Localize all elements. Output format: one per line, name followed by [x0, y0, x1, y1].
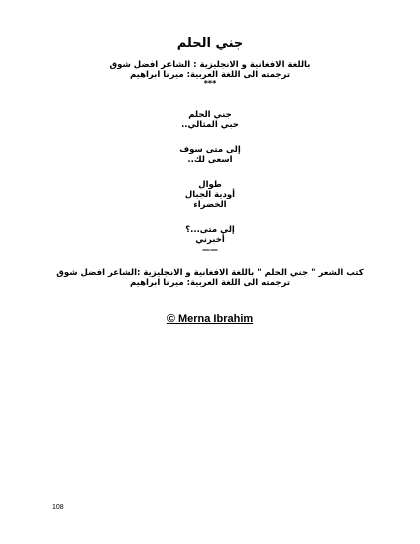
stanza-2 — [0, 145, 420, 165]
divider-dash: —— — [202, 245, 218, 254]
attribution-line-1: باللغة الافغانية و الانجليزية : الشاعر افضل شوق — [109, 60, 311, 70]
stanza-1 — [0, 110, 420, 130]
stanza-4 — [0, 225, 420, 255]
stanza-line: حبي المثالي.. — [181, 120, 239, 130]
copyright-notice: © Merna Ibrahim — [166, 313, 254, 325]
bottom-attribution — [0, 268, 420, 288]
stanza-line: إلى متى سوف — [179, 145, 241, 155]
page-number: 108 — [52, 504, 64, 511]
stanza-line: الخضراء — [193, 200, 227, 210]
stanza-line: طوال — [198, 180, 222, 190]
stanza-line: أودية الجبال — [184, 190, 236, 200]
top-attribution — [0, 60, 420, 87]
attribution-line-2: ترجمته الى اللغة العربية: ميرنا ابراهيم — [129, 278, 291, 288]
stanza-line: إلى متى...؟ — [185, 225, 235, 235]
attribution-line-1: كتب الشعر " جني الحلم " باللغة الافغانية و الانجليزية :الشاعر افضل شوق — [56, 268, 364, 278]
stanza-line: جني الحلم — [188, 110, 232, 120]
separator-stars: *** — [203, 79, 217, 88]
stanza-line: اسعى لك.. — [187, 155, 233, 165]
stanza-3 — [0, 180, 420, 210]
poem-title: جني الحلم — [176, 36, 244, 51]
attribution-line-2: ترجمته الى اللغة العربية: ميرنا ابراهيم — [129, 70, 291, 80]
stanza-line: أخبرني — [195, 235, 225, 245]
